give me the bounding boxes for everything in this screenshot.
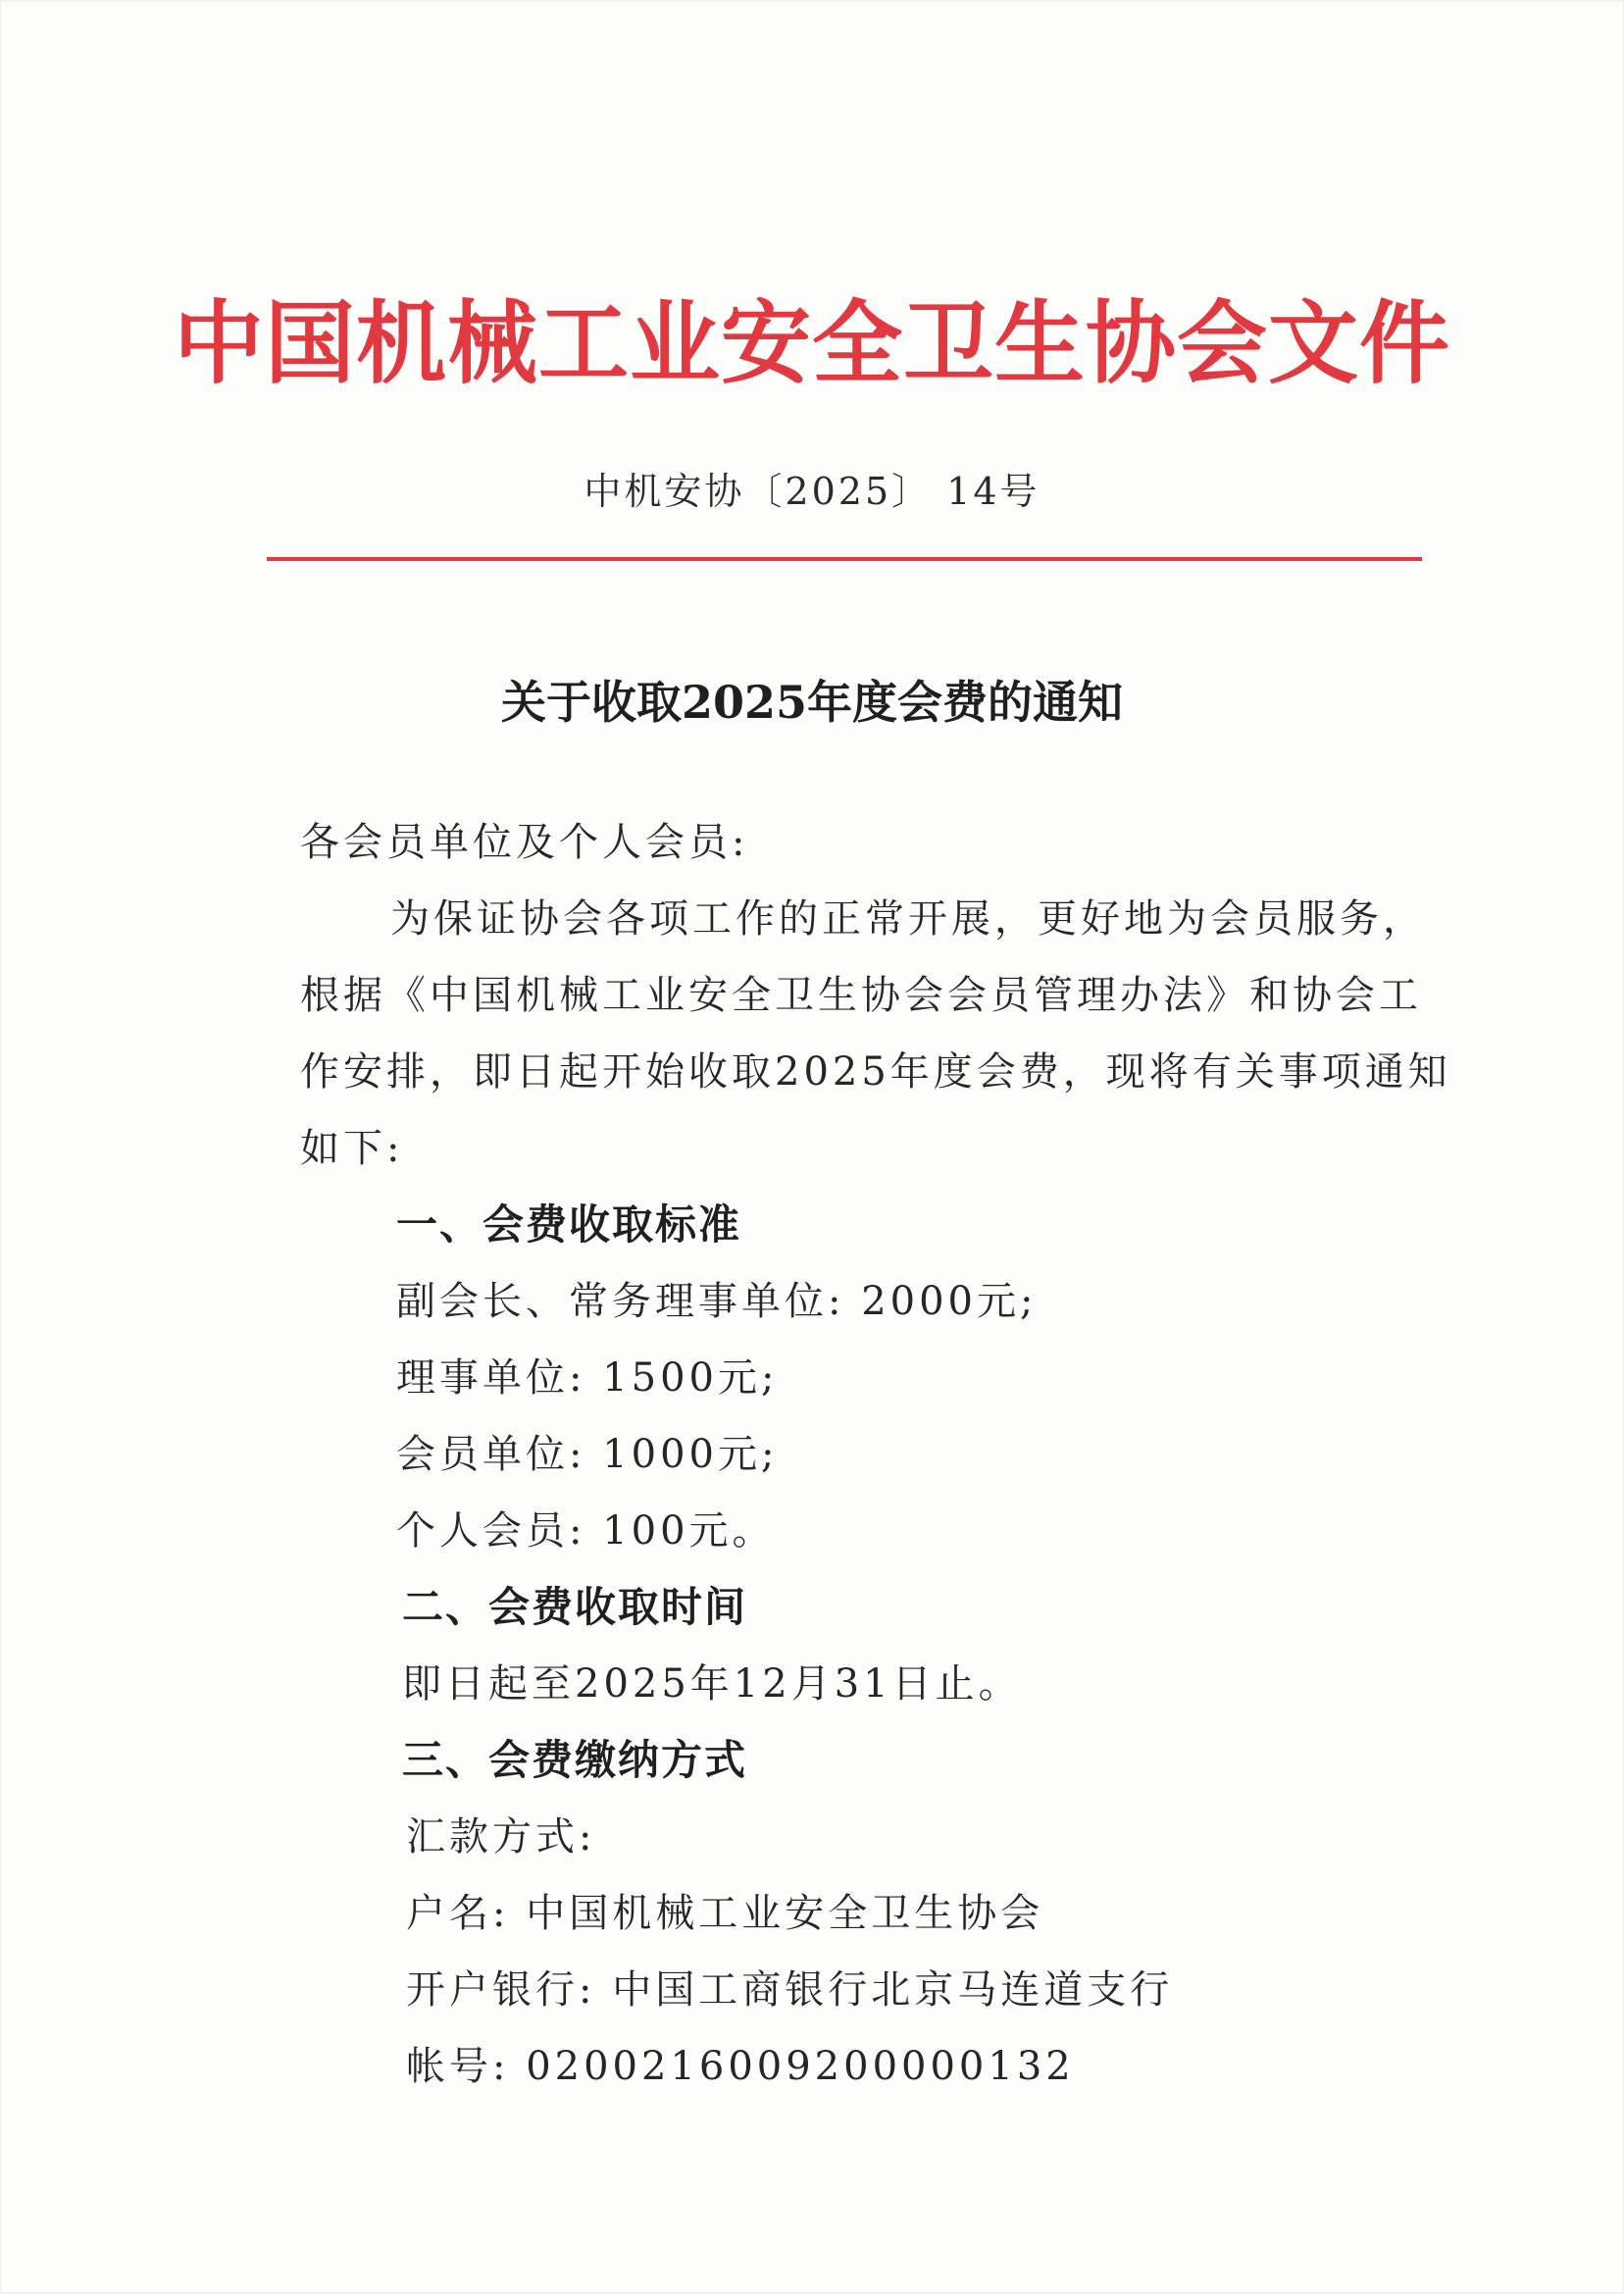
fee-item-member: 会员单位: 1000元; bbox=[396, 1432, 779, 1477]
fee-item-vice-president: 副会长、常务理事单位: 2000元; bbox=[396, 1279, 1038, 1324]
intro-line-3: 作安排，即日起开始收取2025年度会费，现将有关事项通知 bbox=[300, 1049, 1451, 1095]
document-number: 中机安协〔2025〕 14号 bbox=[584, 470, 1040, 513]
intro-line-4: 如下: bbox=[300, 1126, 404, 1171]
section-heading-fee-period: 二、会费收取时间 bbox=[402, 1583, 748, 1631]
salutation: 各会员单位及个人会员: bbox=[300, 820, 749, 865]
red-divider-line bbox=[267, 557, 1422, 561]
fee-item-individual: 个人会员: 100元。 bbox=[396, 1508, 776, 1554]
notice-title: 关于收取2025年度会费的通知 bbox=[500, 676, 1124, 729]
account-number: 帐号: 0200216009200000132 bbox=[406, 2044, 1075, 2089]
fee-item-council: 理事单位: 1500元; bbox=[396, 1355, 779, 1401]
intro-line-2: 根据《中国机械工业安全卫生协会会员管理办法》和协会工 bbox=[300, 973, 1422, 1018]
section-heading-fee-standard: 一、会费收取标准 bbox=[396, 1200, 742, 1249]
masthead-title: 中国机械工业安全卫生协会文件 bbox=[173, 290, 1450, 396]
fee-period-text: 即日起至2025年12月31日止。 bbox=[402, 1661, 1022, 1707]
account-name: 户名: 中国机械工业安全卫生协会 bbox=[406, 1891, 1044, 1936]
remittance-label: 汇款方式: bbox=[406, 1814, 596, 1860]
section-heading-payment-method: 三、会费缴纳方式 bbox=[402, 1736, 748, 1784]
bank-name: 开户银行: 中国工商银行北京马连道支行 bbox=[406, 1967, 1174, 2013]
intro-line-1: 为保证协会各项工作的正常开展，更好地为会员服务， bbox=[390, 896, 1426, 942]
